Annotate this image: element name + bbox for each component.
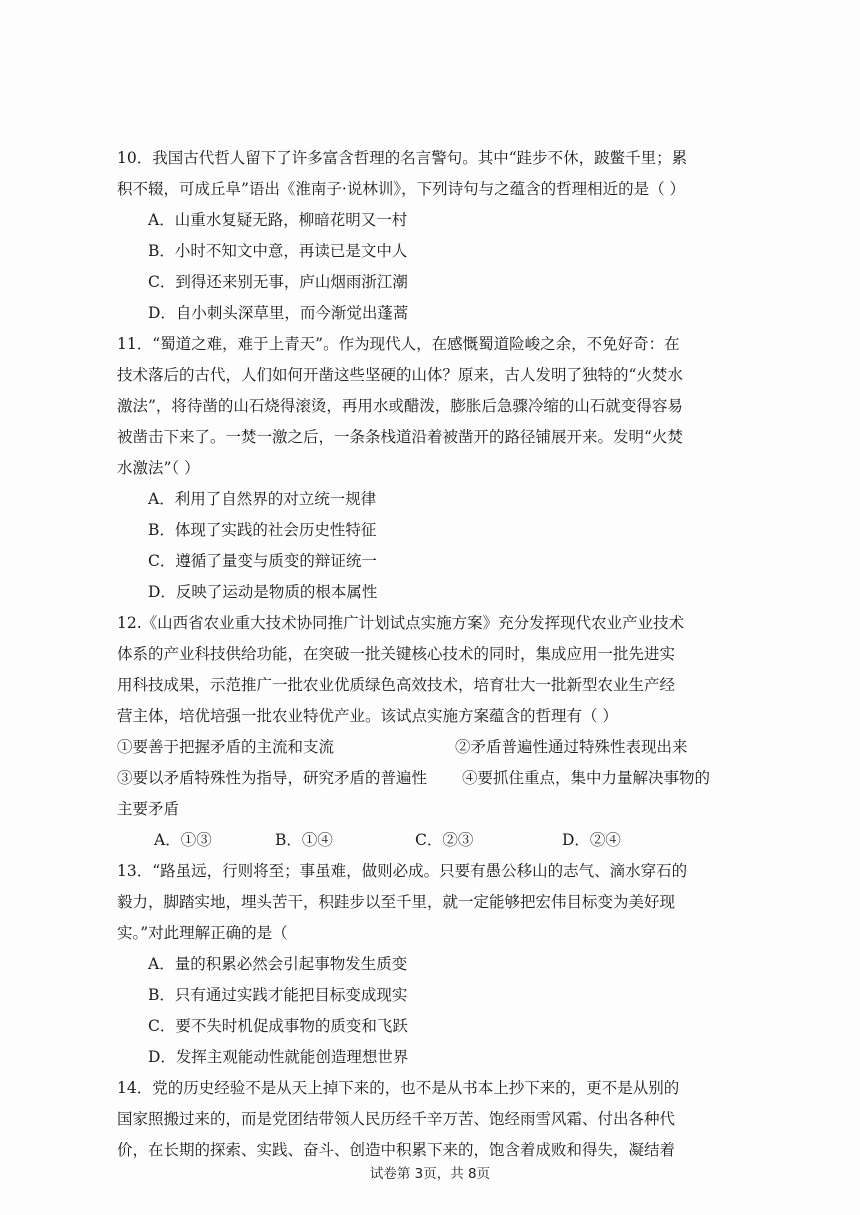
q10-stem-line-1: 10．我国古代哲人留下了许多富含哲理的名言警句。其中“跬步不休，跛鳖千里；累 (117, 149, 688, 167)
q12-statement-4: ④要抓住重点，集中力量解决事物的 (462, 769, 711, 787)
q12-stem-line-1: 12.《山西省农业重大技术协同推广计划试点实施方案》充分发挥现代农业产业技术 (117, 614, 685, 632)
q12-statement-2: ②矛盾普遍性通过特殊性表现出来 (455, 738, 688, 756)
q13-option-b: B．只有通过实践才能把目标变成现实 (148, 986, 408, 1004)
q11-stem-line-4: 被凿击下来了。一焚一激之后，一条条栈道沿着被凿开的路径铺展开来。发明“火焚 (117, 428, 683, 446)
q11-option-a: A．利用了自然界的对立统一规律 (148, 490, 377, 508)
q13-option-d: D．发挥主观能动性就能创造理想世界 (148, 1048, 409, 1066)
q14-stem-line-2: 国家照搬过来的，而是党团结带领人民历经千辛万苦、饱经雨雪风霜、付出各种代 (117, 1110, 676, 1128)
q12-choice-c: C．②③ (415, 831, 474, 849)
q12-stem-line-4: 营主体，培优培强一批农业特优产业。该试点实施方案蕴含的哲理有（ ） (117, 707, 618, 725)
q11-stem-line-1: 11．“蜀道之难，难于上青天”。作为现代人，在感慨蜀道险峻之余，不免好奇：在 (117, 335, 680, 353)
q11-option-c: C．遵循了量变与质变的辩证统一 (148, 552, 377, 570)
q11-option-b: B．体现了实践的社会历史性特征 (148, 521, 377, 539)
q12-choice-b: B．①④ (275, 831, 333, 849)
q13-option-c: C．要不失时机促成事物的质变和飞跃 (148, 1017, 408, 1035)
q10-option-c: C．到得还来别无事，庐山烟雨浙江潮 (148, 273, 408, 291)
q12-statement-4-cont: 主要矛盾 (117, 800, 180, 818)
q11-stem-line-3: 激法”，将待凿的山石烧得滚烫，再用水或醋泼，膨胀后急骤冷缩的山石就变得容易 (117, 397, 683, 415)
q12-choice-a: A．①③ (154, 831, 212, 849)
q10-option-d: D．自小刺头深草里，而今渐觉出蓬蒿 (148, 304, 409, 322)
q11-stem-line-5: 水激法”（ ） (117, 459, 200, 477)
page-footer: 试卷第 3页，共 8页 (369, 1166, 491, 1182)
q12-stem-line-2: 体系的产业科技供给功能，在突破一批关键核心技术的同时，集成应用一批先进实 (117, 645, 676, 663)
q11-stem-line-2: 技术落后的古代，人们如何开凿这些坚硬的山体？原来，古人发明了独特的“火焚水 (117, 366, 683, 384)
q13-stem-line-3: 实。”对此理解正确的是（ (117, 924, 288, 942)
q13-stem-line-1: 13．“路虽远，行则将至；事虽难，做则必成。只要有愚公移山的志气、滴水穿石的 (117, 862, 688, 880)
q14-stem-line-3: 价，在长期的探索、实践、奋斗、创造中积累下来的，饱含着成败和得失，凝结着 (117, 1141, 676, 1159)
q14-stem-line-1: 14．党的历史经验不是从天上掉下来的，也不是从书本上抄下来的，更不是从别的 (117, 1079, 680, 1097)
q13-option-a: A．量的积累必然会引起事物发生质变 (148, 955, 408, 973)
q12-stem-line-3: 用科技成果，示范推广一批农业优质绿色高效技术，培育壮大一批新型农业生产经 (117, 676, 676, 694)
q11-option-d: D．反映了运动是物质的根本属性 (148, 583, 378, 601)
q12-choice-d: D．②④ (562, 831, 621, 849)
q10-stem-line-2: 积不辍，可成丘阜”语出《淮南子·说林训》，下列诗句与之蕴含的哲理相近的是（ ） (117, 180, 686, 198)
q12-statement-1: ①要善于把握矛盾的主流和支流 (117, 738, 335, 756)
q10-option-a: A．山重水复疑无路，柳暗花明又一村 (148, 211, 408, 229)
q10-option-b: B．小时不知文中意，再读已是文中人 (148, 242, 408, 260)
q12-statement-3: ③要以矛盾特殊性为指导，研究矛盾的普遍性 (117, 769, 428, 787)
q13-stem-line-2: 毅力，脚踏实地，埋头苦干，积跬步以至千里，就一定能够把宏伟目标变为美好现 (117, 893, 676, 911)
